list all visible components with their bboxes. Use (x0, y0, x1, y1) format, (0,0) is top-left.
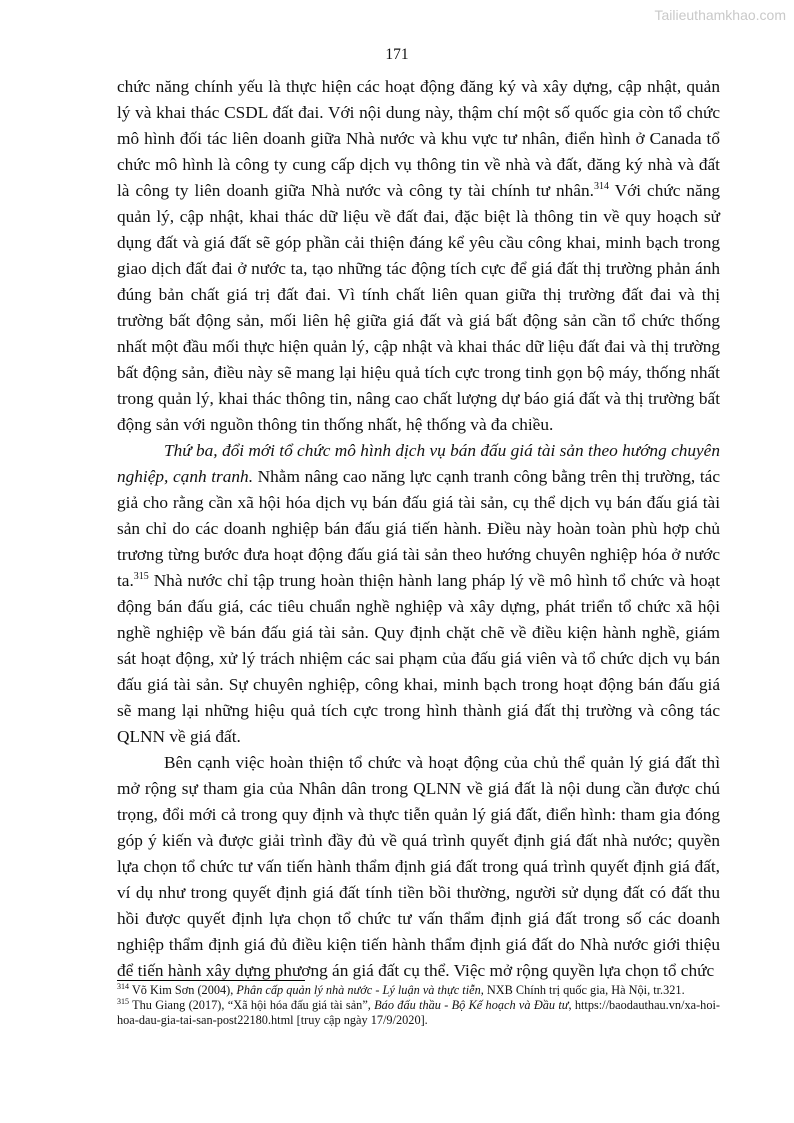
footnote-315 (117, 998, 720, 1028)
footnote-number: 315 (117, 996, 129, 1006)
footnote-text: Võ Kim Sơn (2004), (129, 983, 237, 997)
footnote-text: Thu Giang (2017), “Xã hội hóa đấu giá tài sản”, (129, 998, 375, 1012)
footnote-ref-315: 315 (133, 571, 149, 583)
paragraph-2-text-b: Nhà nước chỉ tập trung hoàn thiện hành lang pháp lý về mô hình tổ chức và hoạt động bán đấu giá, các tiêu chuẩn nghề nghiệp và xây dựng, phát triển tổ chức xã hội nghề nghiệp về bán đấu giá tài sản. Quy định chặt chẽ về điều kiện hành nghề, giám sát hoạt động, xử lý trách nhiệm các sai phạm của đấu giá viên và tổ chức dịch vụ bán đấu giá tài sản. Sự chuyên nghiệp, công khai, minh bạch trong hoạt động bán đấu giá sẽ mang lại những hiệu quả tích cực trong hình thành giá đất thị trường và công tác QLNN về giá đất. (117, 571, 720, 746)
page-number: 171 (385, 46, 409, 63)
watermark-text: Tailieuthamkhao.com (654, 7, 786, 23)
footnote-text: NXB Chính trị quốc gia, Hà Nội, tr.321. (483, 983, 685, 997)
body-text (117, 74, 720, 984)
paragraph-1-text-b: Với chức năng quản lý, cập nhật, khai thác dữ liệu về đất đai, đặc biệt là thông tin về quy hoạch sử dụng đất và giá đất sẽ góp phần cải thiện đáng kể yêu cầu công khai, minh bạch trong giao dịch đất đai ở nước ta, tạo những tác động tích cực để giá đất thị trường phản ánh đúng bản chất giá trị đất đai. Vì tính chất liên quan giữa thị trường đất đai và thị trường bất động sản, mối liên hệ giữa giá đất và giá bất động sản cần tổ chức thống nhất một đầu mối thực hiện quản lý, cập nhật và khai thác dữ liệu đất đai và thị trường bất động sản, điều này sẽ mang lại hiệu quả tích cực trong tinh gọn bộ máy, thống nhất trong quản lý, khai thác thông tin, nâng cao chất lượng dự báo giá đất và thị trường bất động sản với nguồn thông tin thống nhất, hệ thống và đa chiều. (117, 181, 721, 434)
paragraph-3: Bên cạnh việc hoàn thiện tổ chức và hoạt động của chủ thể quản lý giá đất thì mở rộng sự tham gia của Nhân dân trong QLNN về giá đất là nội dung cần được chú trọng, đổi mới cả trong quy định và thực tiễn quản lý giá đất, điển hình: tham gia đóng góp ý kiến và được giải trình đầy đủ về quá trình quyết định giá đất nhà nước; quyền lựa chọn tổ chức tư vấn tiến hành thẩm định giá đất trong quá trình quyết định giá đất, ví dụ như trong quyết định giá đất tính tiền bồi thường, người sử dụng đất có đất thu hồi được quyết định lựa chọn tổ chức tư vấn thẩm định giá đất trong số các doanh nghiệp thẩm định giá đủ điều kiện tiến hành thẩm định giá đất do Nhà nước giới thiệu để tiến hành xây dựng phương án giá đất cụ thể. Việc mở rộng quyền lựa chọn tổ chức (117, 753, 720, 980)
paragraph-2 (117, 438, 720, 750)
paragraph-1-text-a: chức năng chính yếu là thực hiện các hoạt động đăng ký và xây dựng, cập nhật, quản lý và khai thác CSDL đất đai. Với nội dung này, thậm chí một số quốc gia còn tổ chức mô hình đối tác liên doanh giữa Nhà nước và khu vực tư nhân, điển hình ở Canada tổ chức mô hình là công ty cung cấp dịch vụ thông tin về nhà và đất, đăng ký nhà và đất là công ty liên doanh giữa Nhà nước và công ty tài chính tư nhân. (117, 77, 720, 200)
footnote-title: Phân cấp quản lý nhà nước - Lý luận và thực tiễn, (236, 983, 484, 997)
footnotes (117, 983, 720, 1028)
footnote-number: 314 (117, 981, 129, 991)
paragraph-1 (117, 74, 720, 438)
footnote-ref-314: 314 (593, 181, 609, 193)
paragraph-2-text-a: Nhằm nâng cao năng lực cạnh tranh công bằng trên thị trường, tác giả cho rằng cần xã hội hóa dịch vụ bán đấu giá tài sản, cụ thể dịch vụ bán đấu giá tài sản chỉ do các doanh nghiệp bán đấu giá tiến hành. Điều này hoàn toàn phù hợp chủ trương từng bước đưa hoạt động đấu giá tài sản theo hướng chuyên nghiệp hóa ở nước ta. (117, 467, 720, 590)
paragraph-2-italic-heading: Thứ ba, đổi mới tổ chức mô hình dịch vụ bán đấu giá tài sản theo hướng chuyên nghiệp, cạnh tranh. (117, 441, 720, 486)
footnote-text: , https://baodauthau.vn/xa-hoi-hoa-dau-gia-tai-san-post22180.html [truy cập ngày 17/9/2020]. (117, 998, 720, 1027)
footnote-divider (117, 980, 305, 981)
footnote-314 (117, 983, 720, 998)
footnote-title: Báo đấu thầu - Bộ Kế hoạch và Đầu tư (374, 998, 569, 1012)
